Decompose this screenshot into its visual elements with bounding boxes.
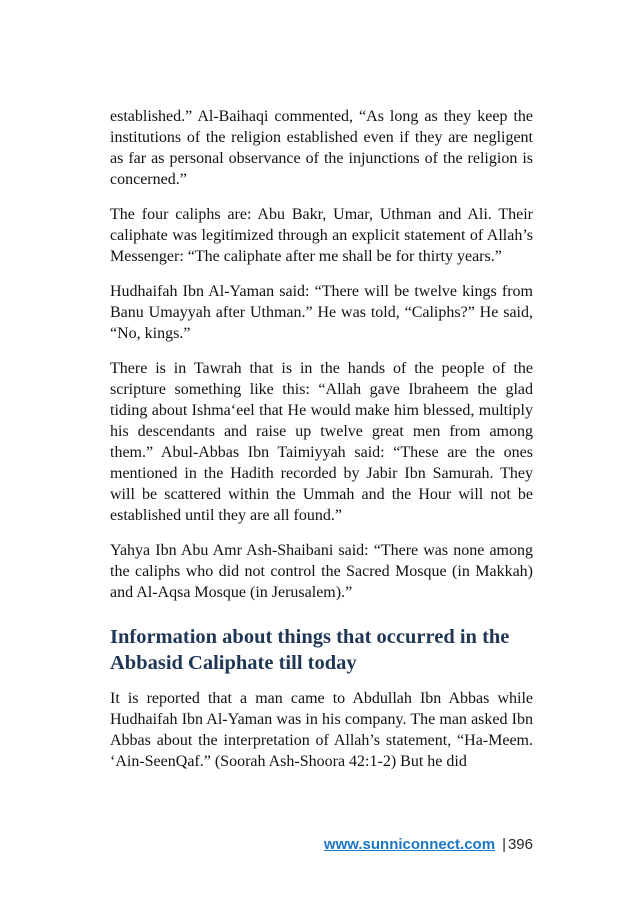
footer-website-link[interactable]: www.sunniconnect.com: [323, 836, 496, 853]
page-footer: [324, 835, 533, 855]
page-number: 396: [507, 836, 533, 853]
paragraph-ibn-abbas-report: It is reported that a man came to Abdullah Ibn Abbas while Hudhaifah Ibn Al-Yaman was in his company. The man asked Ibn Abbas about the interpretation of Allah’s statement, “Ha-Meem. ‘Ain-SeenQaf.” (Soorah Ash-Shoora 42:1-2) But he did: [110, 690, 533, 770]
footer-separator: |: [502, 836, 506, 853]
page-content: [110, 106, 533, 786]
paragraph-hudhaifah-twelve-kings: Hudhaifah Ibn Al-Yaman said: “There will be twelve kings from Banu Umayyah after Uthman.” He was told, “Caliphs?” He said, “No, kings.”: [110, 283, 533, 342]
paragraph-four-caliphs: The four caliphs are: Abu Bakr, Umar, Uthman and Ali. Their caliphate was legitimized through an explicit statement of Allah’s Messenger: “The caliphate after me shall be for thirty years.”: [110, 206, 533, 265]
paragraph-tawrah-scripture: There is in Tawrah that is in the hands of the people of the scripture something like this: “Allah gave Ibraheem the glad tiding about Ishma‘eel that He would make him blessed, multiply his descendants and raise up twelve great men from among them.” Abul-Abbas Ibn Taimiyyah said: “These are the ones mentioned in the Hadith recorded by Jabir Ibn Samurah. They will be scattered within the Ummah and the Hour will not be established until they are all found.”: [110, 360, 533, 524]
section-heading: Information about things that occurred in the Abbasid Caliphate till today: [110, 626, 510, 674]
paragraph-albaihaqi-comment: established.” Al-Baihaqi commented, “As long as they keep the institutions of the religion established even if they are negligent as far as personal observance of the injunctions of the religion is concerned.”: [110, 108, 533, 188]
paragraph-yahya-shaibani: Yahya Ibn Abu Amr Ash-Shaibani said: “There was none among the caliphs who did not control the Sacred Mosque (in Makkah) and Al-Aqsa Mosque (in Jerusalem).”: [110, 542, 533, 601]
